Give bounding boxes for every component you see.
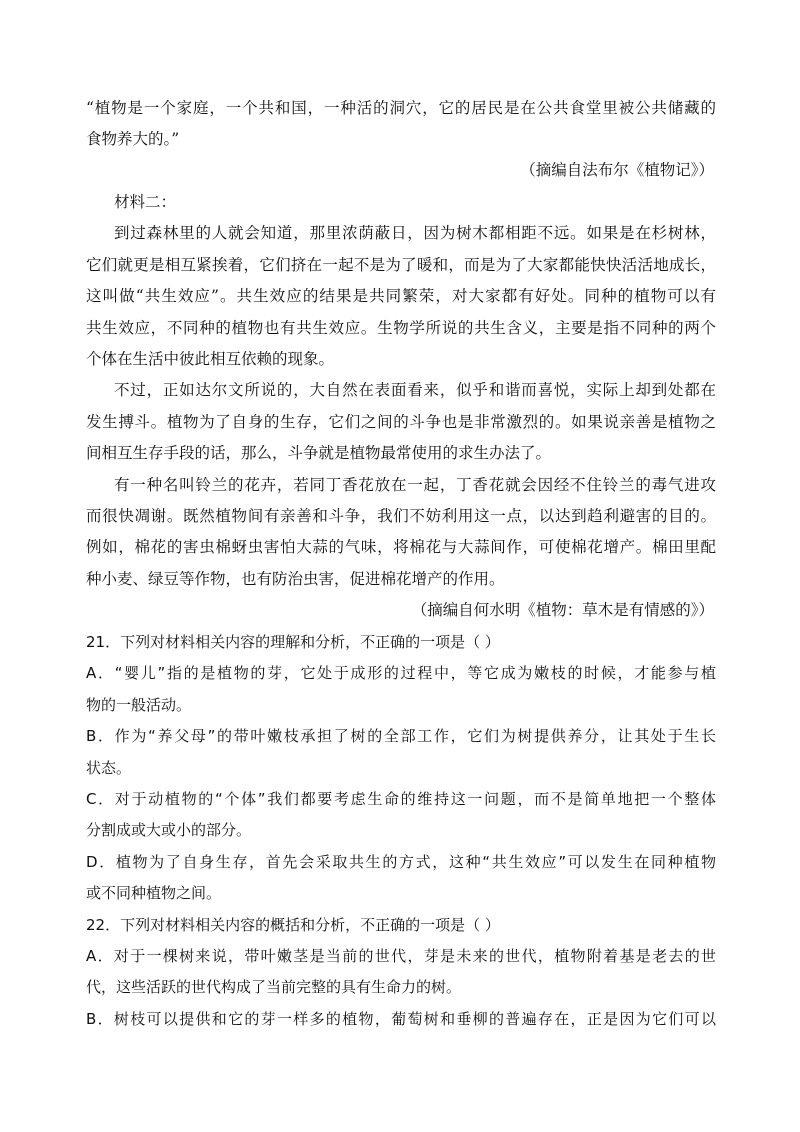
paragraph-line: 它们就更是相互紧挨着，它们挤在一起不是为了暖和，而是为了大家都能快快活活地成长，	[86, 256, 716, 274]
q21-option-d: 或不同种植物之间。	[86, 884, 222, 902]
q21-option-a: A．“婴儿”指的是植物的芽，它处于成形的过程中，等它成为嫩枝的时候，才能参与植	[86, 664, 716, 682]
passage-two-source: （摘编自何水明《植物：草木是有情感的》）	[411, 601, 714, 619]
q21-option-b: 状态。	[86, 759, 132, 777]
q21-option-a: 物的一般活动。	[86, 696, 192, 714]
q22-option-a: 代，这些活跃的世代构成了当前完整的具有生命力的树。	[86, 978, 462, 996]
paragraph-line: 这叫做“共生效应”。共生效应的结果是共同繁荣，对大家都有好处。同种的植物可以有	[86, 287, 716, 305]
paragraph-line: 间相互生存手段的话，那么，斗争就是植物最常使用的求生办法了。	[86, 444, 552, 462]
question-22-stem: 22．下列对材料相关内容的概括和分析，不正确的一项是（ ）	[86, 916, 500, 934]
q21-option-c: 分割成或大或小的部分。	[86, 821, 252, 839]
paragraph-line: 共生效应，不同种的植物也有共生效应。生物学所说的共生含义，主要是指不同种的两个	[86, 319, 716, 337]
paragraph-line: 发生搏斗。植物为了自身的生存，它们之间的斗争也是非常激烈的。如果说亲善是植物之	[86, 413, 716, 431]
q22-option-a: A．对于一棵树来说，带叶嫩茎是当前的世代，芽是未来的世代，植物附着基是老去的世	[86, 947, 716, 965]
q22-option-b: B．树枝可以提供和它的芽一样多的植物，葡萄树和垂柳的普遍存在，正是因为它们可以	[86, 1010, 716, 1028]
paragraph-line: 有一种名叫铃兰的花卉，若同丁香花放在一起，丁香花就会因经不住铃兰的毒气进攻	[114, 476, 716, 494]
passage-one-line: “植物是一个家庭，一个共和国，一种活的洞穴，它的居民是在公共食堂里被公共储藏的	[86, 99, 716, 117]
paragraph-line: 不过，正如达尔文所说的，大自然在表面看来，似乎和谐而喜悦，实际上却到处都在	[114, 381, 716, 399]
paragraph-line: 个体在生活中彼此相互依赖的现象。	[86, 350, 335, 368]
paragraph-line: 例如，棉花的害虫棉蚜虫害怕大蒜的气味，将棉花与大蒜间作，可使棉花增产。棉田里配	[86, 538, 716, 556]
q21-option-d: D．植物为了自身生存，首先会采取共生的方式，这种“共生效应”可以发生在同种植物	[86, 853, 716, 871]
passage-one-source: （摘编自法布尔《植物记》）	[520, 161, 714, 179]
q21-option-b: B．作为“养父母”的带叶嫩枝承担了树的全部工作，它们为树提供养分，让其处于生长	[86, 727, 716, 745]
q21-option-c: C．对于动植物的“个体”我们都要考虑生命的维持这一问题，而不是简单地把一个整体	[86, 790, 716, 808]
paragraph-line: 到过森林里的人就会知道，那里浓荫蔽日，因为树木都相距不远。如果是在杉树林，	[114, 224, 716, 242]
passage-two-heading: 材料二：	[114, 193, 177, 211]
question-21-stem: 21．下列对材料相关内容的理解和分析，不正确的一项是（ ）	[86, 633, 500, 651]
passage-one-line: 食物养大的。”	[86, 130, 180, 148]
paragraph-line: 而很快凋谢。既然植物间有亲善和斗争，我们不妨利用这一点，以达到趋利避害的目的。	[86, 507, 716, 525]
paragraph-line: 种小麦、绿豆等作物，也有防治虫害，促进棉花增产的作用。	[86, 570, 505, 588]
